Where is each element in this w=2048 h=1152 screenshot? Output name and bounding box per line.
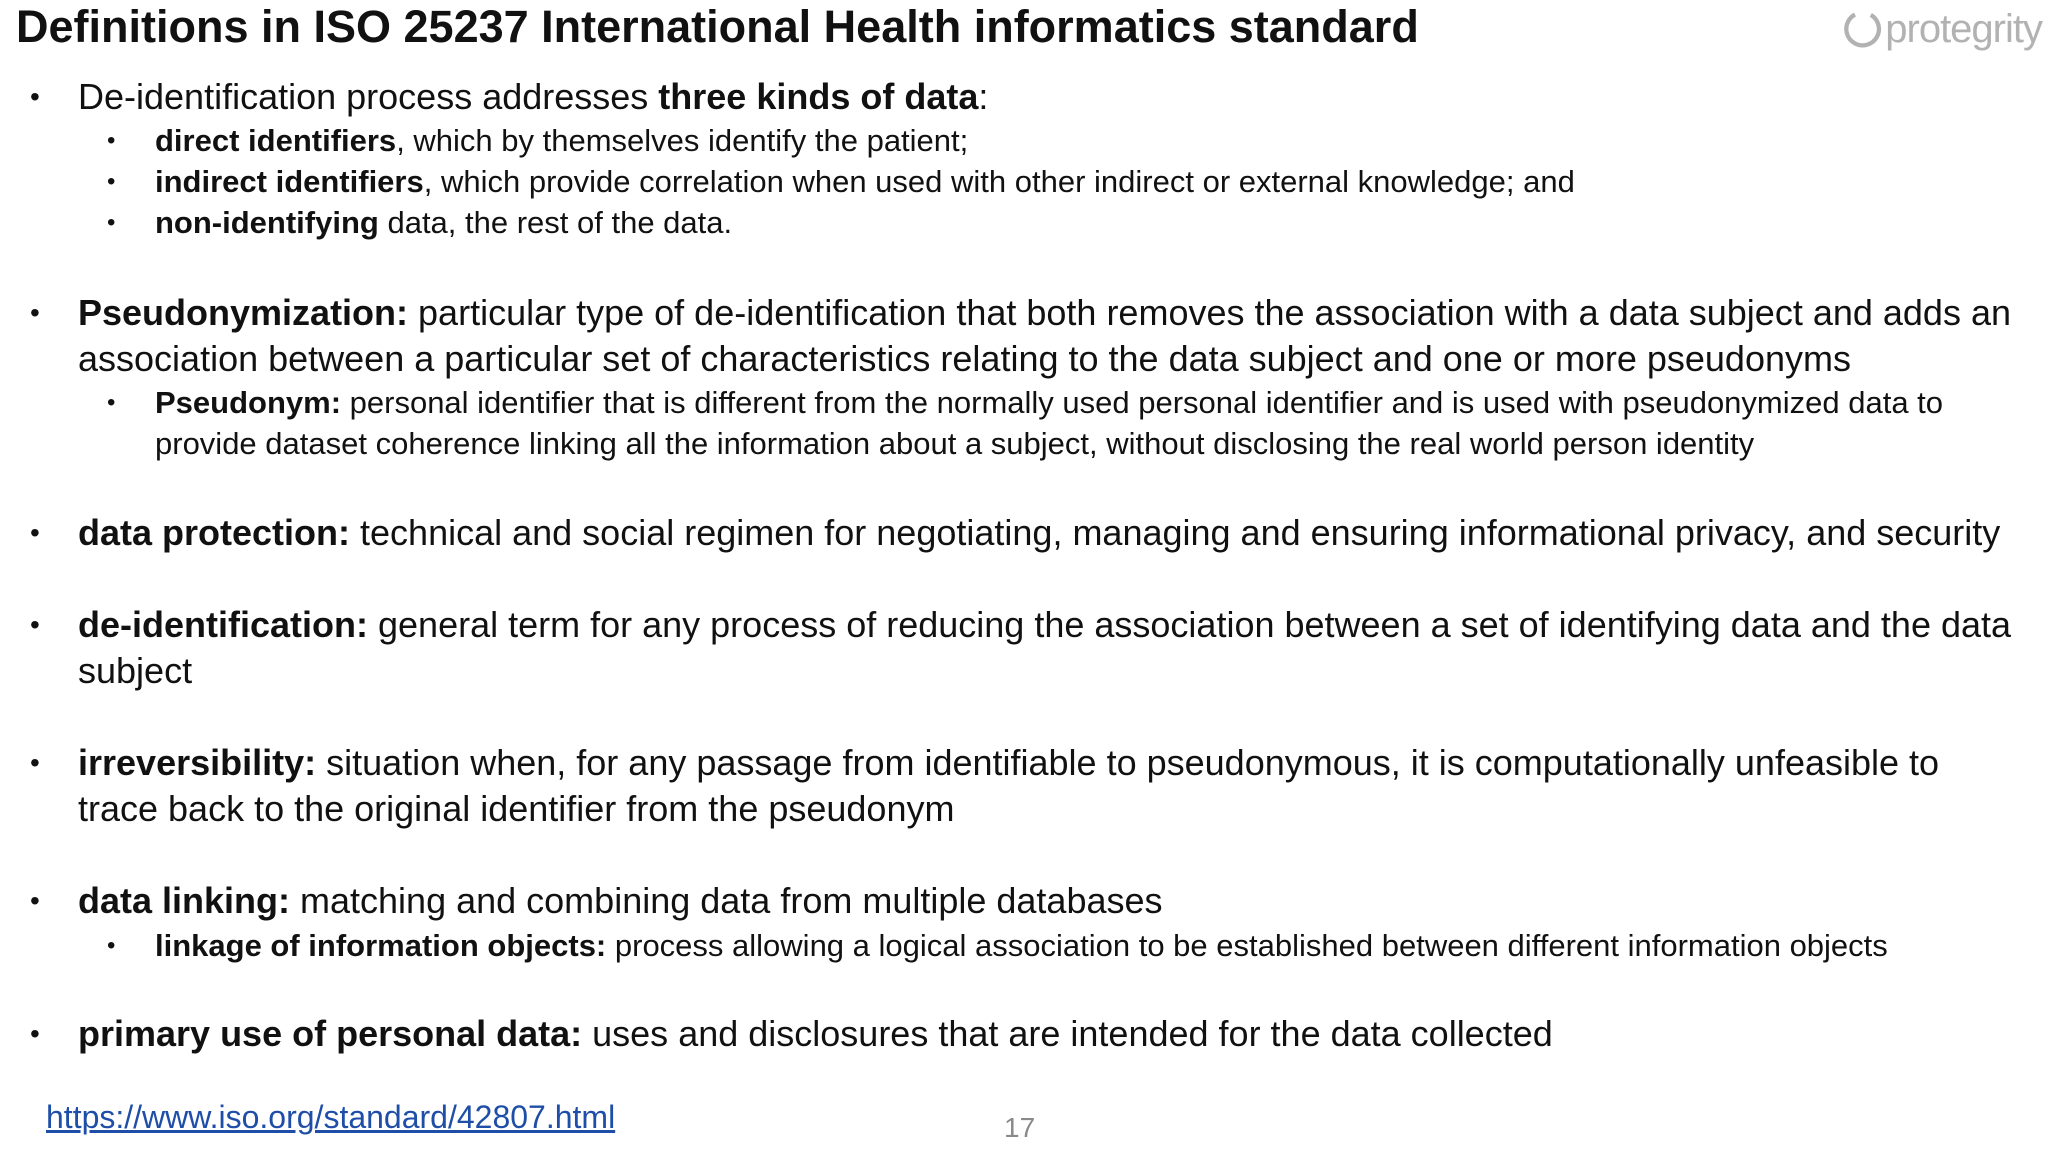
bullet-deidentification-process — [78, 74, 2018, 120]
bullet-dot: • — [30, 517, 40, 548]
logo-wordmark: protegrity — [1885, 7, 2042, 51]
bullet-text: , which by themselves identify the patient; — [396, 123, 969, 158]
bullet-pseudonymization — [78, 290, 2018, 382]
bullet-dot: • — [30, 885, 40, 916]
bullet-primary-use-of-personal-data — [78, 1011, 2018, 1057]
sub-bullet-dot: • — [107, 127, 116, 154]
bullet-text: situation when, for any passage from identifiable to pseudonymous, it is computationally unfeasible to trace back to the original identifier from the pseudonym — [78, 742, 1940, 829]
bullet-term: irreversibility: — [78, 742, 317, 783]
sub-bullet-dot: • — [107, 932, 116, 959]
sub-bullet-dot: • — [107, 168, 116, 195]
bullet-term: indirect identifiers — [155, 164, 424, 199]
bullet-text: De-identification process addresses — [78, 76, 659, 117]
bullet-text: general term for any process of reducing the association between a set of identifying data and the data subject — [78, 604, 2012, 691]
bullet-dot: • — [30, 1018, 40, 1049]
bullet-text: technical and social regimen for negotiating, managing and ensuring informational privacy, and security — [350, 512, 2001, 553]
protegrity-logo — [1842, 2, 2042, 56]
bullet-term: direct identifiers — [155, 123, 397, 158]
bullet-text: : — [978, 76, 989, 117]
bullet-dot: • — [30, 81, 40, 112]
sub-bullet-dot: • — [107, 389, 116, 416]
iso-standard-link[interactable]: https://www.iso.org/standard/42807.html — [46, 1099, 616, 1135]
sub-bullet-direct-identifiers — [155, 120, 2018, 161]
bullet-term: three kinds of data — [658, 76, 979, 117]
bullet-text: process allowing a logical association to be established between different information objects — [606, 928, 1888, 963]
bullet-term: data linking: — [78, 880, 291, 921]
sub-bullet-linkage-of-information-objects — [155, 925, 2018, 966]
bullet-term: non-identifying — [155, 205, 379, 240]
bullet-text: uses and disclosures that are intended for the data collected — [582, 1013, 1553, 1054]
sub-bullet-pseudonym — [155, 382, 2018, 464]
bullet-text: , which provide correlation when used with other indirect or external knowledge; and — [423, 164, 1575, 199]
bullet-dot: • — [30, 747, 40, 778]
sub-bullet-indirect-identifiers — [155, 161, 2018, 202]
bullet-dot: • — [30, 297, 40, 328]
page-number: 17 — [1004, 1112, 1036, 1143]
bullet-term: linkage of information objects: — [155, 928, 607, 963]
bullet-dot: • — [30, 609, 40, 640]
bullet-text: matching and combining data from multiple databases — [290, 880, 1163, 921]
bullet-data-protection — [78, 510, 2018, 556]
protegrity-logo-icon — [1842, 2, 1883, 56]
bullet-de-identification — [78, 602, 2018, 694]
bullet-term: primary use of personal data: — [78, 1013, 583, 1054]
bullet-term: Pseudonym: — [155, 385, 342, 420]
bullet-term: de-identification: — [78, 604, 368, 645]
sub-bullet-dot: • — [107, 209, 116, 236]
bullet-term: data protection: — [78, 512, 351, 553]
bullet-term: Pseudonymization: — [78, 292, 409, 333]
bullet-text: particular type of de-identification that both removes the association with a data subject and adds an association between a particular set of characteristics relating to the data subject and one or more pseudonyms — [78, 292, 2011, 379]
slide-title: Definitions in ISO 25237 International Health informatics standard — [16, 1, 1419, 52]
bullet-irreversibility — [78, 740, 2018, 832]
bullet-text: data, the rest of the data. — [378, 205, 733, 240]
bullet-text: personal identifier that is different from the normally used personal identifier and is used with pseudonymized data to provide dataset coherence linking all the information about a subject, without disclosing the real world person identity — [155, 385, 1944, 461]
bullet-data-linking — [78, 878, 2018, 924]
sub-bullet-non-identifying — [155, 202, 2018, 243]
